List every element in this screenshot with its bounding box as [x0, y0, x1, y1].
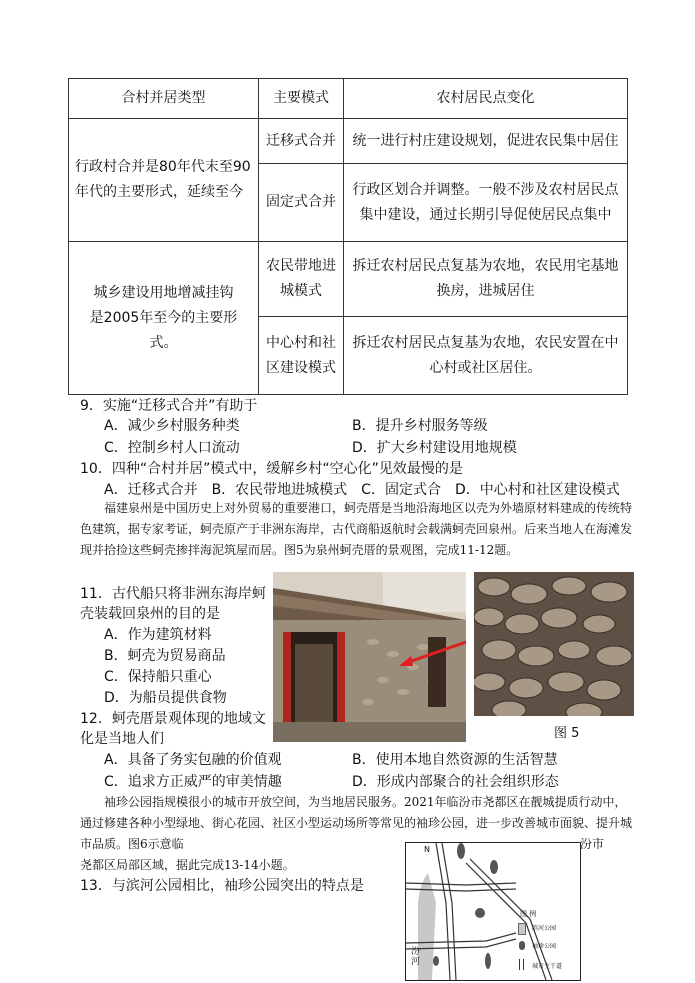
q10-options: A．迁移式合并 B．农民带地进城模式 C．固定式合 D．中心村和社区建设模式: [104, 482, 620, 498]
legend-main-road-swatch: [519, 959, 524, 970]
legend-pocket-park: 袖珍公园: [532, 943, 557, 950]
q12-option-d: D．形成内部聚合的社会组织形态: [352, 774, 559, 790]
passage-pocket-park-tail-2: 尧都区局部区域，据此完成13-14小题。: [80, 858, 295, 872]
mode-cell: 迁移式合并: [259, 119, 344, 164]
oyster-house-photo: [273, 572, 466, 742]
change-cell: 拆迁农村居民点复基为农地，农民安置在中心村或社区居住。: [344, 317, 628, 395]
mode-cell: 农民带地进城模式: [259, 242, 344, 317]
legend-title: 图 例: [520, 910, 537, 918]
passage-pocket-park: 袖珍公园指规模很小的城市开放空间，为当地居民服务。2021年临汾市尧都区在靓城提质行动中，通过修建各种小型绿地、街心花园、社区小型运动场所等常见的袖珍公园，进一步改善城市面貌、提升城市品质。图6示意临: [80, 795, 633, 851]
q12-option-a: A．具备了务实包融的价值观: [104, 752, 282, 768]
q9-option-d: D．扩大乡村建设用地规模: [352, 440, 517, 456]
mode-cell: 中心村和社区建设模式: [259, 317, 344, 395]
q11-option-d: D．为船员提供食物: [104, 690, 227, 706]
q11-stem-line2: 壳装载回泉州的目的是: [80, 606, 220, 622]
q9-stem: 9．实施“迁移式合并”有助于: [80, 398, 258, 414]
legend-pocket-park-swatch: [519, 941, 525, 950]
north-arrow: N: [424, 845, 430, 854]
passage-pocket-park-tail-1: 汾市: [580, 837, 605, 851]
legend-riverside-park-swatch: [518, 923, 526, 935]
river-label: 汾河: [411, 947, 421, 967]
q12-option-c: C．追求方正威严的审美情趣: [104, 774, 282, 790]
mode-cell: 固定式合并: [259, 164, 344, 242]
figure-5-caption: 图 5: [554, 726, 580, 741]
oyster-shell-closeup-photo: [474, 572, 634, 716]
change-cell: 统一进行村庄建设规划，促进农民集中居住: [344, 119, 628, 164]
village-merger-table: [68, 78, 628, 395]
q11-option-a: A．作为建筑材料: [104, 627, 212, 643]
type-cell-1: 行政村合并是80年代末至90年代的主要形式，延续至今: [69, 119, 259, 242]
q9-option-c: C．控制乡村人口流动: [104, 440, 240, 456]
header-change: 农村居民点变化: [344, 79, 628, 119]
q12-stem-line2: 化是当地人们: [80, 731, 164, 747]
change-cell: 拆迁农村居民点复基为农地，农民用宅基地换房，进城居住: [344, 242, 628, 317]
q9-option-a: A．减少乡村服务种类: [104, 418, 240, 434]
type-cell-2: 城乡建设用地增减挂钩是2005年至今的主要形式。: [69, 242, 259, 395]
q11-option-c: C．保持船只重心: [104, 669, 212, 685]
change-cell: 行政区划合并调整。一般不涉及农村居民点集中建设，通过长期引导促使居民点集中: [344, 164, 628, 242]
legend-riverside-park: 滨河公园: [532, 925, 557, 932]
legend-main-road: 城市主干道: [532, 963, 563, 970]
q12-option-b: B．使用本地自然资源的生活智慧: [352, 752, 558, 768]
figure-6-map: [405, 842, 581, 981]
passage-oyster-house: 福建泉州是中国历史上对外贸易的重要港口，蚵壳厝是当地沿海地区以壳为外墙原材料建成的传统特色建筑，据专家考证，蚵壳原产于非洲东海岸，古代商船返航时会载满蚵壳回泉州。后来当地人在海滩发现并拾捡这些蚵壳掺拌海泥筑屋而居。图5为泉州蚵壳厝的景观图，完成11-12题。: [80, 501, 633, 557]
header-mode: 主要模式: [259, 79, 344, 119]
q11-stem-line1: 11．古代船只将非洲东海岸蚵: [80, 586, 266, 602]
q12-stem-line1: 12．蚵壳厝景观体现的地域文: [80, 711, 266, 727]
q13-stem: 13．与滨河公园相比，袖珍公园突出的特点是: [80, 878, 364, 894]
header-type: 合村并居类型: [69, 79, 259, 119]
q11-option-b: B．蚵壳为贸易商品: [104, 648, 226, 664]
q9-option-b: B．提升乡村服务等级: [352, 418, 488, 434]
q10-stem: 10．四种“合村并居”模式中，缓解乡村“空心化”见效最慢的是: [80, 461, 463, 477]
